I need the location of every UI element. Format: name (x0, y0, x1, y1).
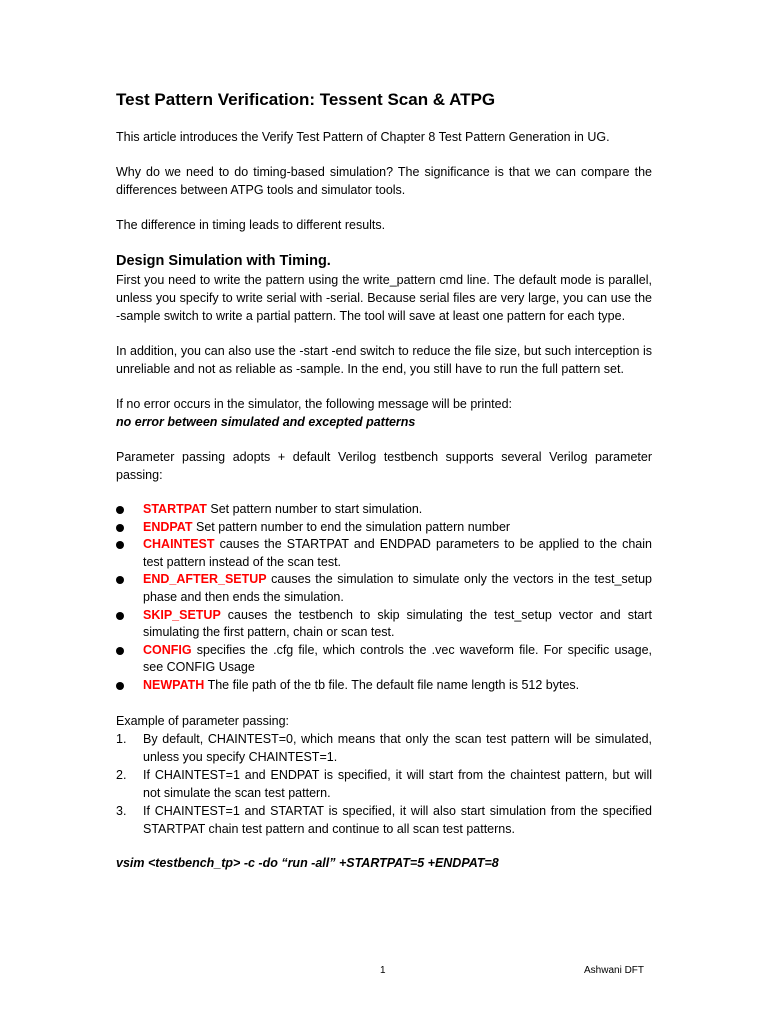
list-number: 3. (116, 803, 127, 818)
param-name: NEWPATH (143, 677, 205, 692)
bullet-icon (116, 524, 124, 532)
bullet-icon (116, 647, 124, 655)
bullet-icon (116, 541, 124, 549)
example-text: If CHAINTEST=1 and STARTAT is specified, it will also start simulation from the specified STARTPAT chain test pattern and continue to all scan test patterns. (143, 803, 652, 836)
param-description: causes the STARTPAT and ENDPAD parameters to be applied to the chain test pattern instead of the scan test. (143, 537, 652, 569)
param-name: CONFIG (143, 642, 192, 657)
bullet-icon (116, 612, 124, 620)
document-body (116, 88, 652, 872)
command-line: vsim <testbench_tp> -c -do “run -all” +STARTPAT=5 +ENDPAT=8 (116, 855, 499, 870)
example-intro: Example of parameter passing: (116, 713, 290, 728)
bullet-icon (116, 576, 124, 584)
list-item (116, 802, 652, 838)
why-paragraph: Why do we need to do timing-based simulation? The significance is that we can compare the differences between ATPG tools and simulator tools. (116, 165, 652, 197)
param-name: CHAINTEST (143, 537, 215, 552)
footer-author: Ashwani DFT (584, 965, 645, 976)
param-description: causes the simulation to simulate only the vectors in the test_setup phase and then ends the simulation. (143, 572, 652, 604)
list-item (116, 501, 652, 519)
difference-paragraph: The difference in timing leads to different results. (116, 218, 386, 232)
list-item (116, 677, 652, 695)
list-item (116, 519, 652, 537)
param-description: Set pattern number to start simulation. (206, 502, 423, 516)
list-item (116, 642, 652, 677)
list-number: 2. (116, 767, 127, 782)
param-name: END_AFTER_SETUP (143, 572, 267, 587)
param-name: STARTPAT (143, 502, 207, 516)
example-list (116, 730, 652, 838)
param-description: Set pattern number to end the simulation pattern number (192, 519, 511, 534)
no-error-message: no error between simulated and excepted patterns (116, 415, 416, 429)
param-name: SKIP_SETUP (143, 607, 221, 622)
param-description: causes the testbench to skip simulating the test_setup vector and start simulating the first pattern, chain or scan test. (143, 607, 652, 640)
parameter-list (116, 501, 652, 695)
list-item (116, 766, 652, 802)
pattern-paragraph: First you need to write the pattern using the write_pattern cmd line. The default mode is parallel, unless you specify to write serial with -serial. Because serial files are very large, you can use the -sample switch to write a partial pattern. The tool will save at least one pattern for each type. (116, 273, 652, 323)
example-text: By default, CHAINTEST=0, which means that only the scan test pattern will be simulated, unless you specify CHAINTEST=1. (143, 731, 652, 764)
param-description: specifies the .cfg file, which controls the .vec waveform file. For specific usage, see CONFIG Usage (143, 642, 652, 675)
bullet-icon (116, 506, 124, 514)
list-number: 1. (116, 731, 127, 746)
list-item (116, 607, 652, 642)
document-title: Test Pattern Verification: Tessent Scan & ATPG (116, 90, 496, 109)
intro-paragraph: This article introduces the Verify Test Pattern of Chapter 8 Test Pattern Generation in UG. (116, 130, 610, 144)
bullet-icon (116, 682, 124, 690)
example-text: If CHAINTEST=1 and ENDPAT is specified, it will start from the chaintest pattern, but will not simulate the scan test pattern. (143, 767, 652, 800)
param-name: ENDPAT (143, 519, 193, 534)
param-description: The file path of the tb file. The default file name length is 512 bytes. (204, 677, 580, 692)
list-item (116, 536, 652, 571)
param-intro: Parameter passing adopts + default Verilog testbench supports several Verilog parameter passing: (116, 450, 652, 482)
page-number: 1 (380, 965, 386, 976)
start-end-paragraph: In addition, you can also use the -start -end switch to reduce the file size, but such interception is unreliable and not as reliable as -sample. In the end, you still have to run the full pattern set. (116, 344, 652, 376)
section-heading: Design Simulation with Timing. (116, 253, 331, 269)
list-item (116, 571, 652, 606)
no-error-intro: If no error occurs in the simulator, the following message will be printed: (116, 397, 513, 411)
list-item (116, 730, 652, 766)
